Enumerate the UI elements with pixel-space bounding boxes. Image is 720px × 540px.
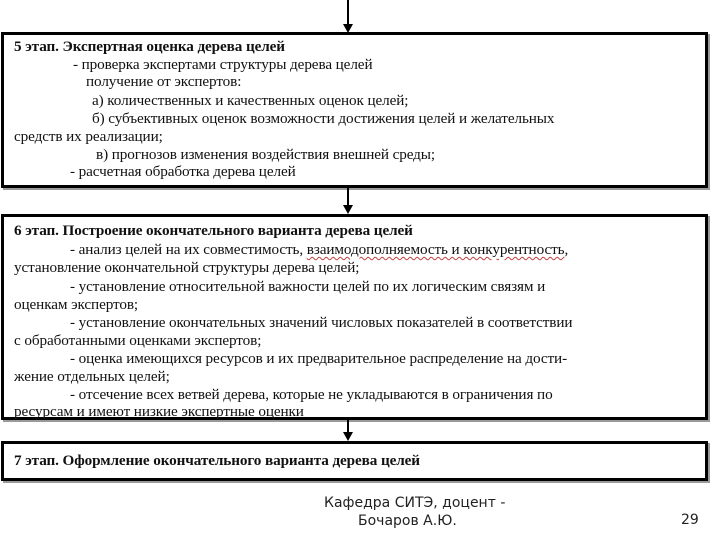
stage-5-item: средств их реализации; — [14, 128, 163, 145]
stage-6-item: - установление окончательных значений числовых показателей в соответствии — [70, 314, 573, 331]
stage-6-box — [1, 214, 708, 420]
stage-6-item: с обработанными оценками экспертов; — [14, 332, 262, 349]
stage-6-item: - отсечение всех ветвей дерева, которые не укладываются в ограничения по — [70, 386, 553, 403]
arrow-down-icon — [343, 432, 353, 441]
stage-5-box — [1, 32, 708, 188]
stage-6-item — [70, 241, 568, 259]
slide-page-number: 29 — [681, 512, 699, 528]
stage-6-item: - оценка имеющихся ресурсов и их предварительное распределение на дости- — [70, 350, 568, 367]
footer-author-line-1: Кафедра СИТЭ, доцент - — [324, 495, 506, 511]
arrow-down-icon — [343, 205, 353, 214]
stage-6-item-text: - анализ целей на их совместимость, — [70, 241, 307, 258]
spellcheck-flagged-text: взаимодополняемость и конкурентность — [306, 241, 565, 258]
stage-6-item: оценкам экспертов; — [14, 296, 139, 313]
stage-5-item: в) прогнозов изменения воздействия внешней среды; — [96, 146, 436, 163]
stage-6-title: 6 этап. Построение окончательного варианта дерева целей — [14, 222, 413, 239]
stage-7-box — [1, 441, 708, 481]
stage-5-item: - расчетная обработка дерева целей — [70, 163, 296, 180]
stage-5-item: б) субъективных оценок возможности достижения целей и желательных — [92, 110, 555, 127]
footer-author-line-2: Бочаров А.Ю. — [358, 513, 457, 529]
stage-5-title: 5 этап. Экспертная оценка дерева целей — [14, 38, 285, 55]
stage-5-item: а) количественных и качественных оценок целей; — [92, 92, 409, 109]
stage-7-title: 7 этап. Оформление окончательного варианта дерева целей — [14, 452, 420, 469]
stage-5-item: получение от экспертов: — [86, 73, 242, 90]
stage-6-item: ресурсам и имеют низкие экспертные оценки — [14, 403, 304, 420]
stage-6-item: жение отдельных целей; — [14, 368, 170, 385]
stage-5-item: - проверка экспертами структуры дерева целей — [73, 56, 373, 73]
connector-line-top — [347, 0, 349, 24]
stage-6-item-text: , — [564, 241, 569, 258]
stage-6-item: установление окончательной структуры дерева целей; — [14, 259, 360, 276]
connector-line-5-6 — [347, 188, 349, 205]
stage-6-item: - установление относительной важности целей по их логическим связям и — [70, 278, 546, 295]
